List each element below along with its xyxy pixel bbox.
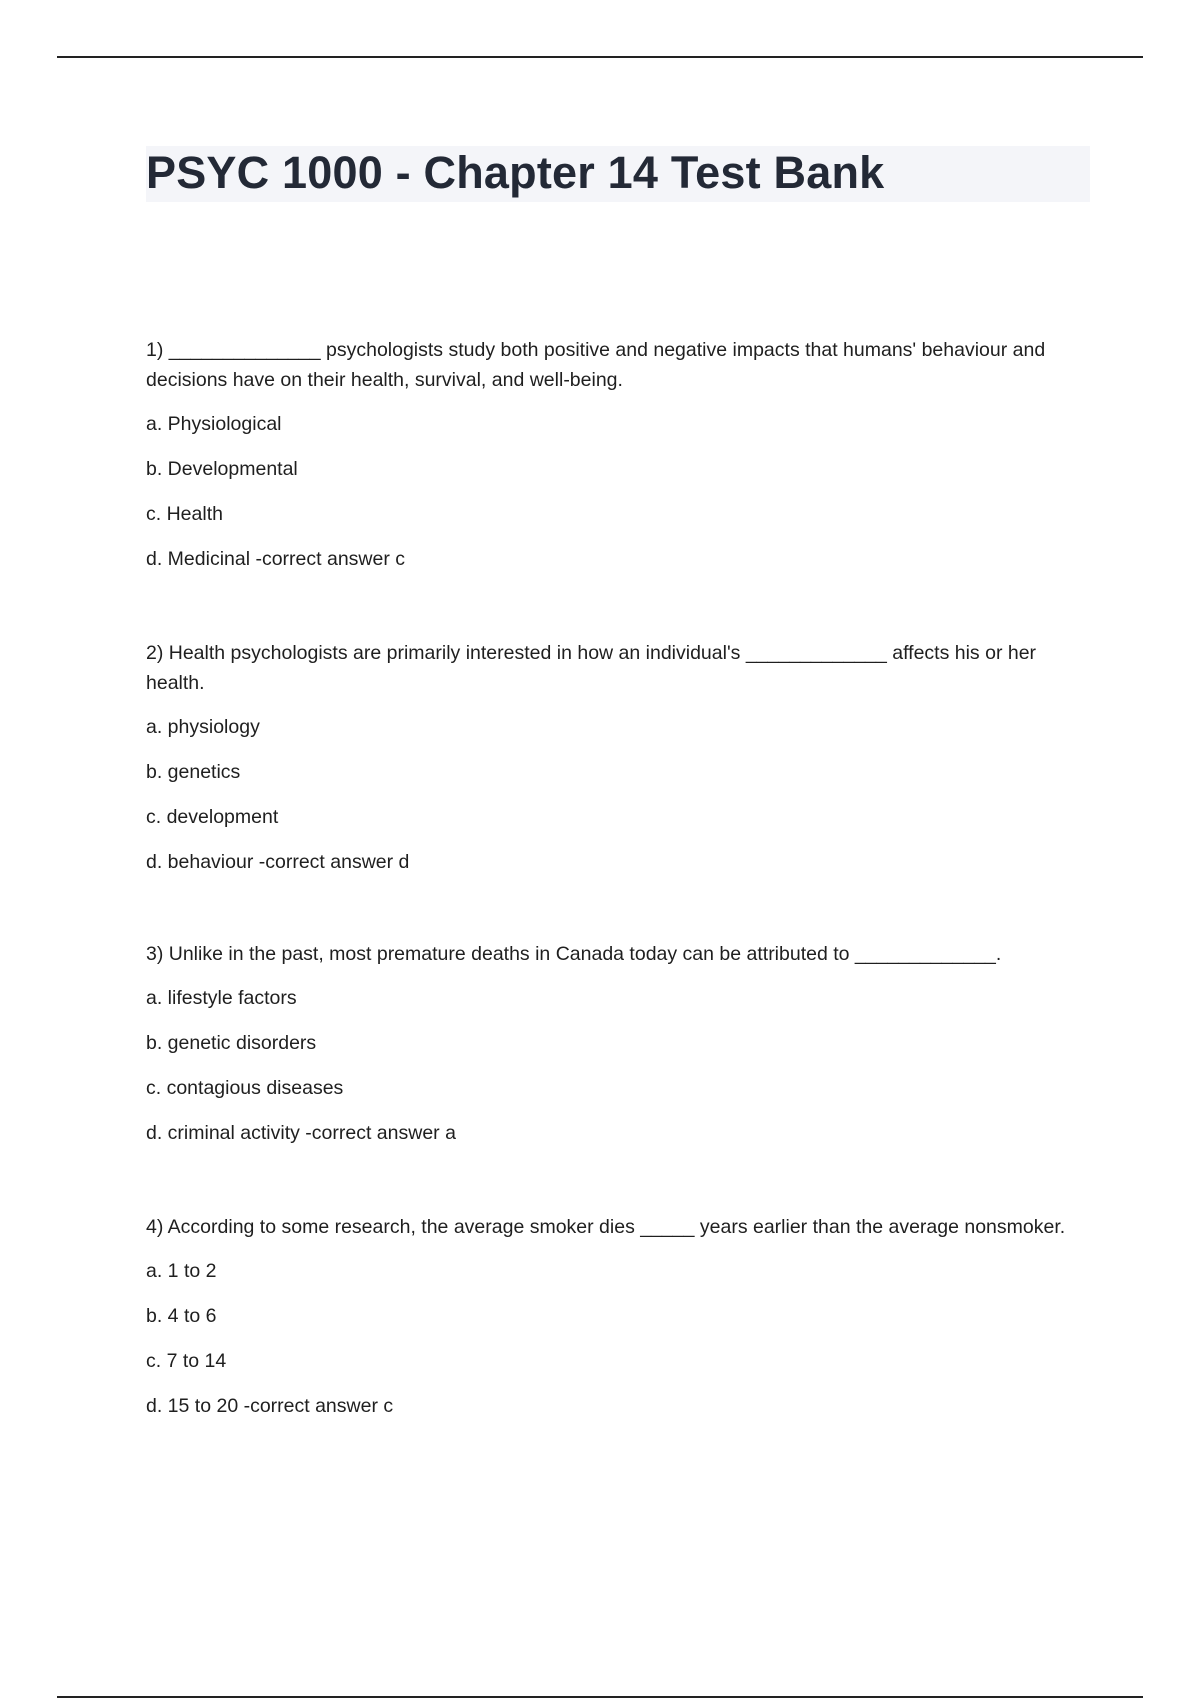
option-c: c. contagious diseases bbox=[146, 1077, 344, 1099]
option-d: d. criminal activity -correct answer a bbox=[146, 1122, 456, 1144]
bottom-divider bbox=[57, 1696, 1143, 1698]
option-d: d. 15 to 20 -correct answer c bbox=[146, 1395, 394, 1417]
option-b: b. 4 to 6 bbox=[146, 1305, 217, 1327]
option-b: b. Developmental bbox=[146, 458, 298, 480]
question-2 bbox=[146, 638, 1086, 892]
option-d: d. behaviour -correct answer d bbox=[146, 851, 410, 873]
question-text: 1) ______________ psychologists study both positive and negative impacts that humans' behaviour and decisions have on their health, survival, and well-being. bbox=[146, 339, 1046, 391]
option-c: c. Health bbox=[146, 503, 223, 525]
option-b: b. genetics bbox=[146, 761, 241, 783]
option-a: a. lifestyle factors bbox=[146, 987, 297, 1009]
option-c: c. 7 to 14 bbox=[146, 1350, 227, 1372]
option-b: b. genetic disorders bbox=[146, 1032, 317, 1054]
option-a: a. physiology bbox=[146, 716, 260, 738]
question-text: 4) According to some research, the average smoker dies _____ years earlier than the average nonsmoker. bbox=[146, 1216, 1066, 1238]
question-3 bbox=[146, 939, 1086, 1163]
option-d: d. Medicinal -correct answer c bbox=[146, 548, 406, 570]
page-title: PSYC 1000 - Chapter 14 Test Bank bbox=[146, 147, 885, 198]
option-c: c. development bbox=[146, 806, 279, 828]
question-text: 3) Unlike in the past, most premature deaths in Canada today can be attributed to _____________. bbox=[146, 943, 1002, 965]
option-a: a. 1 to 2 bbox=[146, 1260, 217, 1282]
top-divider bbox=[57, 56, 1143, 58]
question-4 bbox=[146, 1212, 1086, 1436]
question-1 bbox=[146, 335, 1086, 589]
question-text: 2) Health psychologists are primarily interested in how an individual's _____________ affects his or her health. bbox=[146, 642, 1037, 694]
option-a: a. Physiological bbox=[146, 413, 282, 435]
